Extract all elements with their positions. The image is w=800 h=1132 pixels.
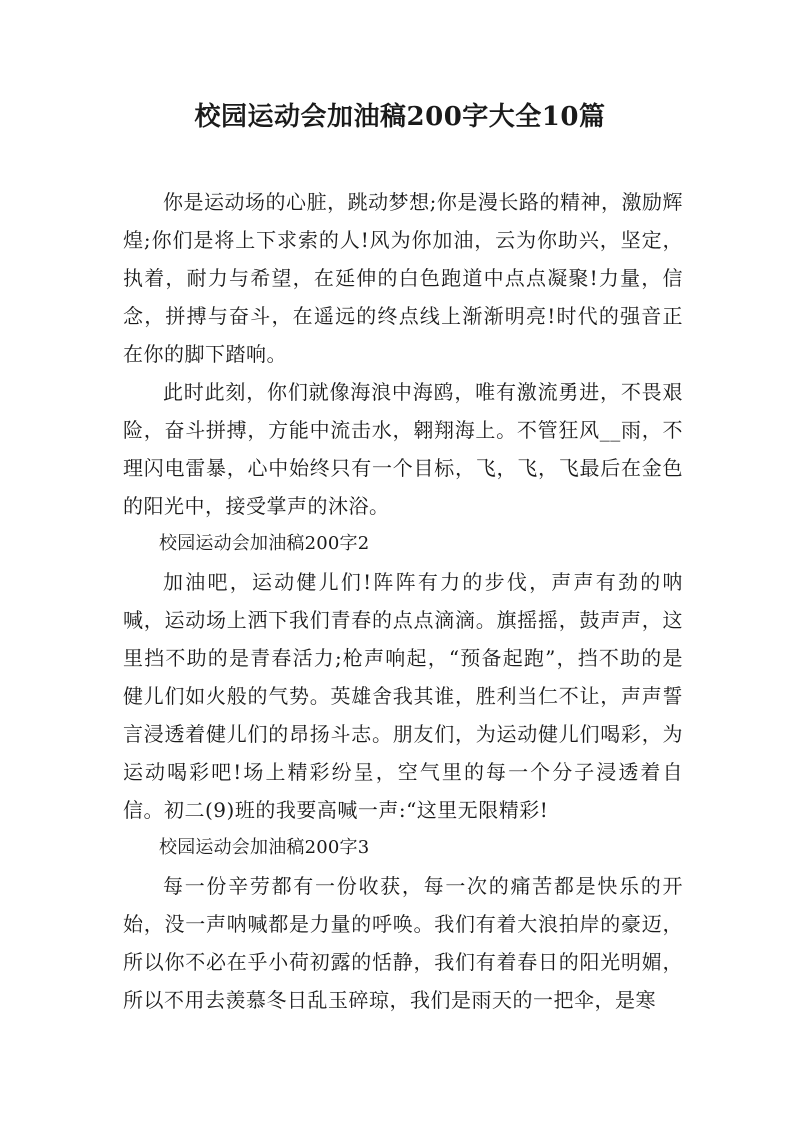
section-heading: 校园运动会加油稿200字3 [159,837,370,858]
section-heading: 校园运动会加油稿200字2 [159,533,370,554]
paragraph: 此时此刻，你们就像海浪中海鸥，唯有激流勇进，不畏艰险，奋斗拼搏，方能中流击水，翱翔海上。不管狂风__雨，不理闪电雷暴，心中始终只有一个目标，飞，飞，飞最后在金色的阳光中，接受掌声的沐浴。 [123,380,683,518]
paragraph: 每一份辛劳都有一份收获，每一次的痛苦都是快乐的开始，没一声呐喊都是力量的呼唤。我们有着大浪拍岸的豪迈，所以你不必在乎小荷初露的恬静，我们有着春日的阳光明媚，所以不用去羡慕冬日乱玉碎琼，我们是雨天的一把伞，是寒 [123,874,683,1012]
document-title: 校园运动会加油稿200字大全10篇 [194,102,606,132]
paragraph: 加油吧，运动健儿们!阵阵有力的步伐，声声有劲的呐喊，运动场上洒下我们青春的点点滴滴。旗摇摇，鼓声声，这里挡不助的是青春活力;枪声响起，“预备起跑”，挡不助的是健儿们如火般的气势。英雄舍我其谁，胜利当仁不让，声声誓言浸透着健儿们的昂扬斗志。朋友们，为运动健儿们喝彩，为运动喝彩吧!场上精彩纷呈，空气里的每一个分子浸透着自信。初二(9)班的我要高喊一声:“这里无限精彩! [123,570,683,822]
paragraph: 你是运动场的心脏，跳动梦想;你是漫长路的精神，激励辉煌;你们是将上下求索的人!风为你加油，云为你助兴，坚定，执着，耐力与希望，在延伸的白色跑道中点点凝聚!力量，信念，拼搏与奋斗，在遥远的终点线上渐渐明亮!时代的强音正在你的脚下踏响。 [123,190,683,366]
document-body [123,183,683,1019]
